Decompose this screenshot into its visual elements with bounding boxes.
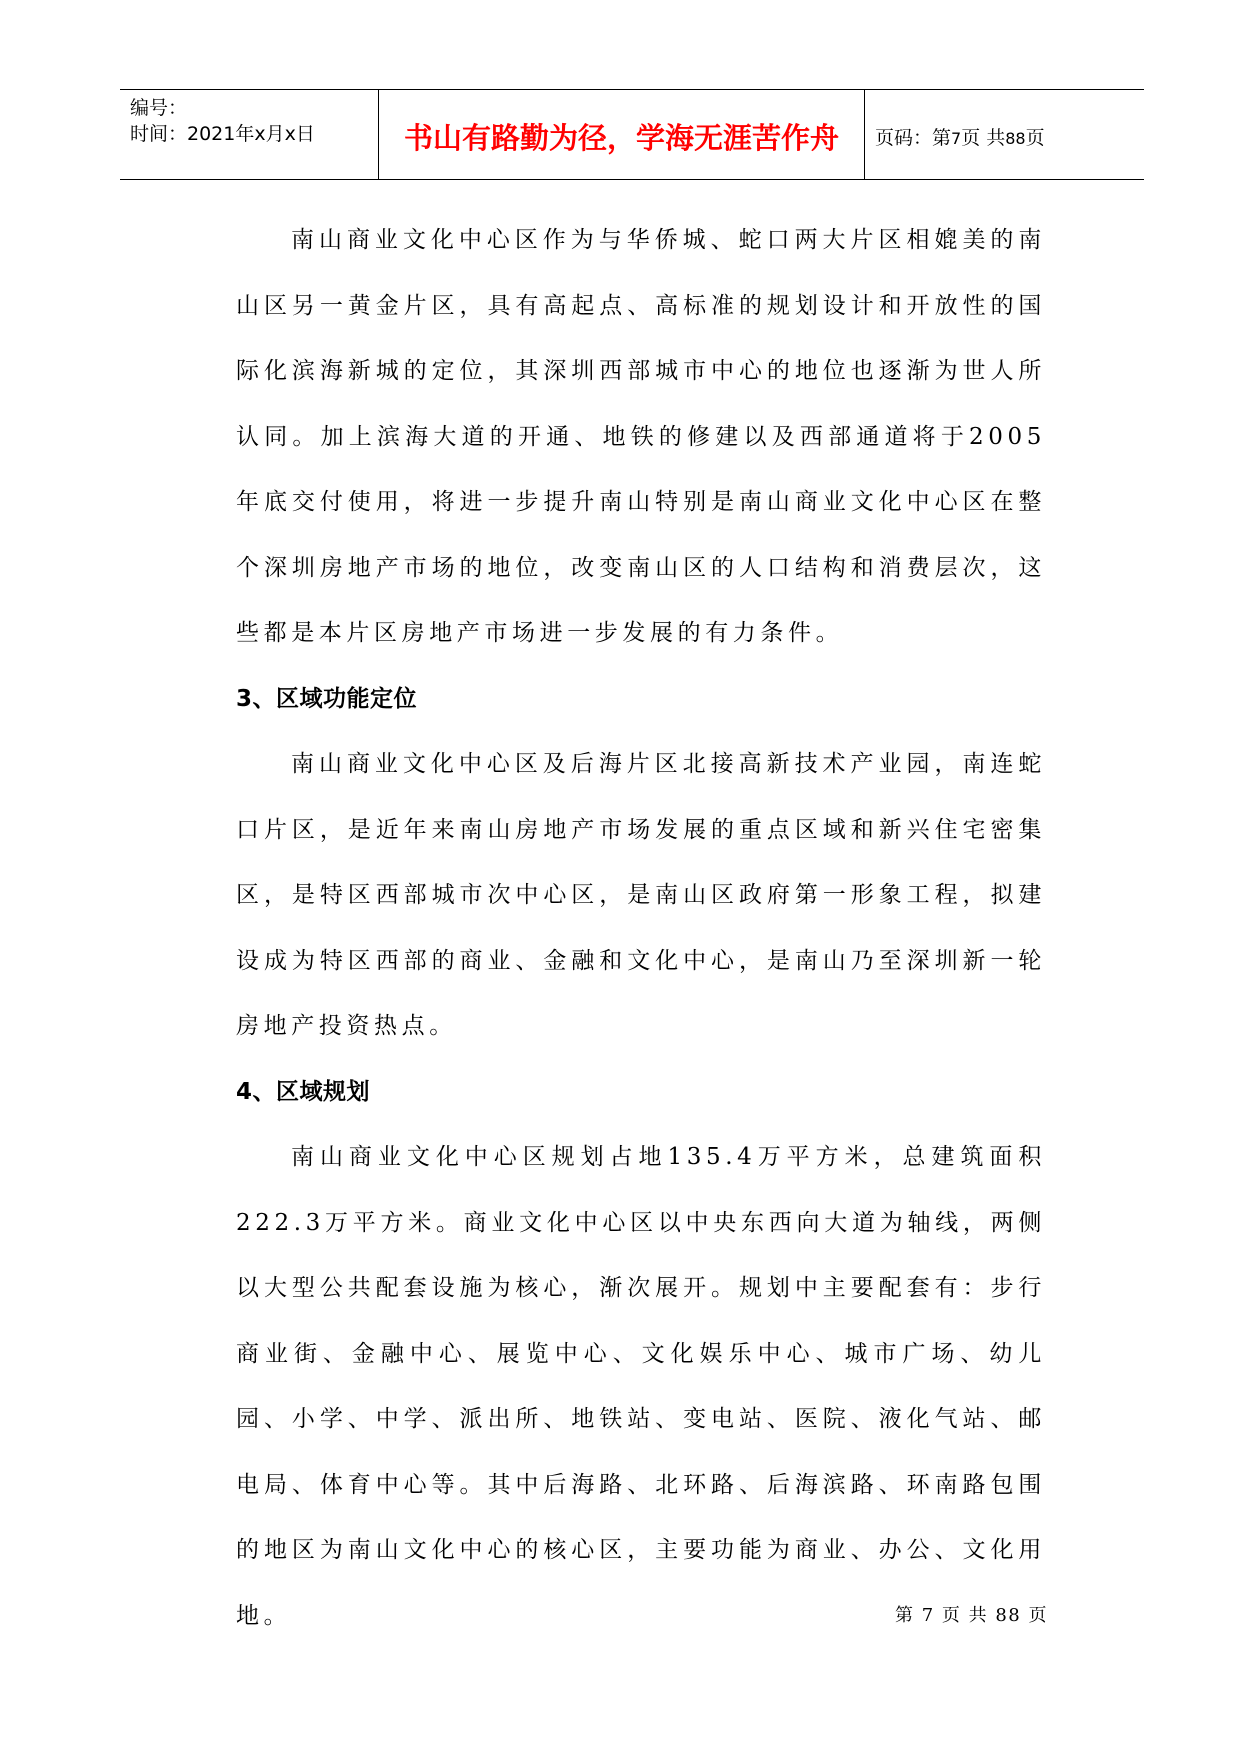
document-time-label: 时间：2021年x月x日 bbox=[130, 123, 315, 145]
page-prefix: 页码：第 bbox=[875, 127, 952, 149]
page-current: 7 bbox=[951, 129, 962, 148]
paragraph-functional-positioning: 南山商业文化中心区及后海片区北接高新技术产业园，南连蛇口片区，是近年来南山房地产市场发展的重点区域和新兴住宅密集区，是特区西部城市次中心区，是南山区政府第一形象工程，拟建设成为特区西部的商业、金融和文化中心，是南山乃至深圳新一轮房地产投资热点。 bbox=[236, 751, 1046, 1039]
header-motto-cell bbox=[379, 90, 865, 179]
page-header bbox=[120, 89, 1144, 180]
page-suffix: 页 bbox=[1025, 127, 1045, 149]
paragraph-regional-planning: 南山商业文化中心区规划占地135.4万平方米，总建筑面积222.3万平方米。商业文化中心区以中央东西向大道为轴线，两侧以大型公共配套设施为核心，渐次展开。规划中主要配套有：步行商业街、金融中心、展览中心、文化娱乐中心、城市广场、幼儿园、小学、中学、派出所、地铁站、变电站、医院、液化气站、邮电局、体育中心等。其中后海路、北环路、后海滨路、环南路包围的地区为南山文化中心的核心区，主要功能为商业、办公、文化用地。 bbox=[236, 1144, 1046, 1629]
document-number-label: 编号： bbox=[130, 97, 188, 119]
page-footer: 第 7 页 共 88 页 bbox=[895, 1605, 1048, 1626]
section-heading-regional-planning: 4、区域规划 bbox=[236, 1078, 371, 1105]
document-body bbox=[236, 208, 1046, 1649]
header-page-cell bbox=[865, 90, 1144, 179]
page-total: 88 bbox=[1005, 129, 1026, 148]
section-heading-functional-positioning: 3、区域功能定位 bbox=[236, 685, 418, 712]
header-meta-cell bbox=[120, 90, 379, 179]
header-motto: 书山有路勤为径，学海无涯苦作舟 bbox=[403, 121, 839, 155]
header-page-number bbox=[875, 123, 1045, 150]
page-mid: 页 共 bbox=[961, 127, 1006, 149]
paragraph-overview: 南山商业文化中心区作为与华侨城、蛇口两大片区相媲美的南山区另一黄金片区，具有高起点、高标准的规划设计和开放性的国际化滨海新城的定位，其深圳西部城市中心的地位也逐渐为世人所认同。加上滨海大道的开通、地铁的修建以及西部通道将于2005年底交付使用，将进一步提升南山特别是南山商业文化中心区在整个深圳房地产市场的地位，改变南山区的人口结构和消费层次，这些都是本片区房地产市场进一步发展的有力条件。 bbox=[236, 227, 1046, 646]
